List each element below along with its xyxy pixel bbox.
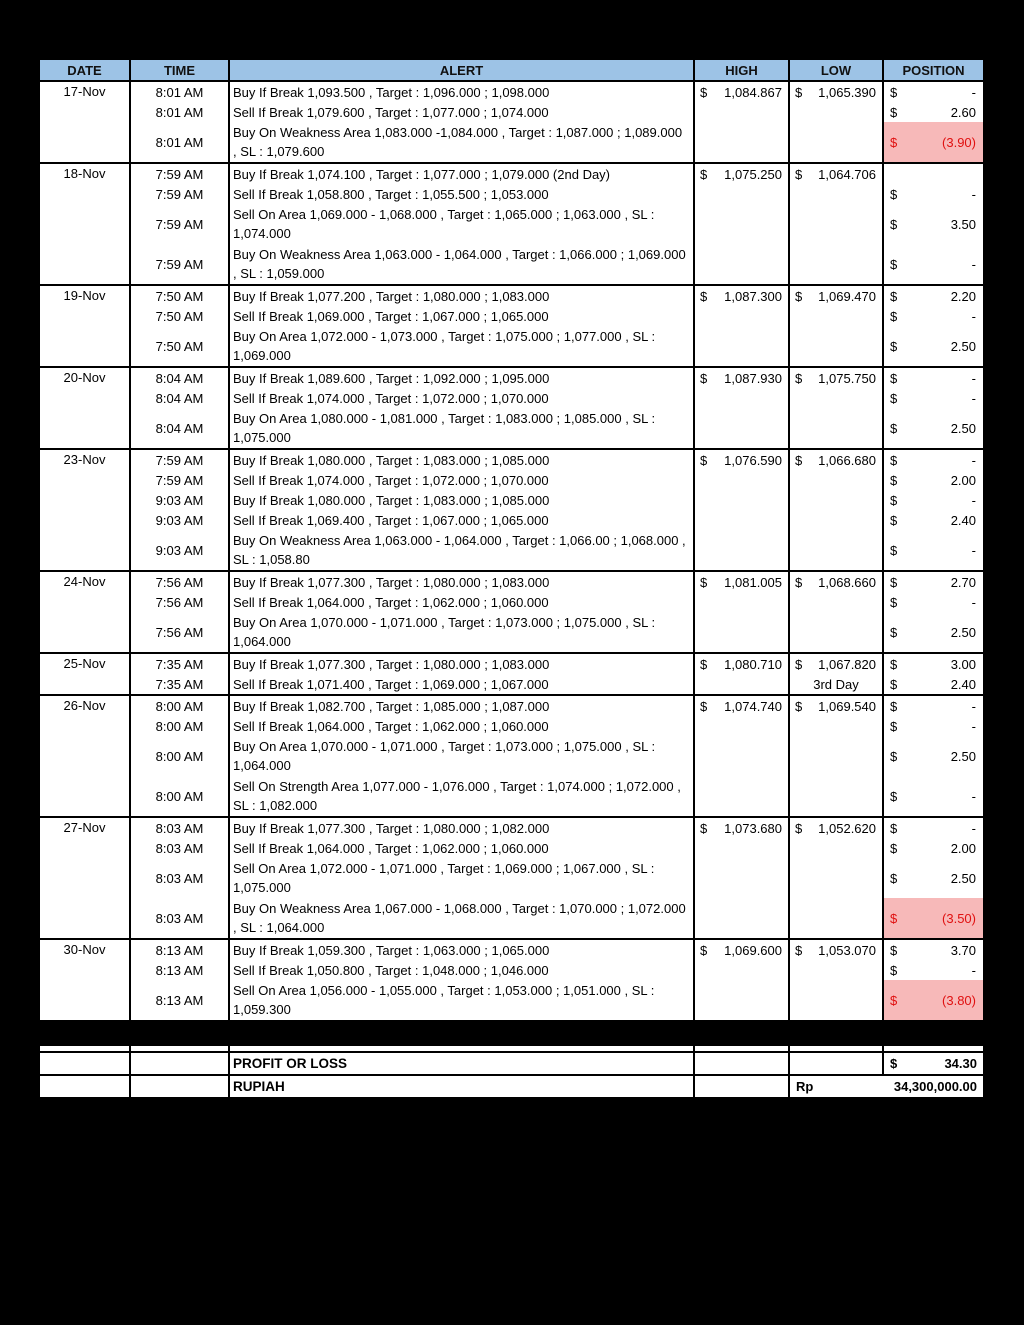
position-value: - bbox=[971, 698, 976, 714]
alert-cell: Sell If Break 1,058.800 , Target : 1,055.500 ; 1,053.000 bbox=[230, 184, 695, 204]
high-value: 1,080.710 bbox=[724, 656, 782, 672]
dollar-symbol: $ bbox=[795, 656, 803, 672]
position-cell bbox=[884, 408, 983, 448]
empty-cell bbox=[695, 1076, 790, 1097]
position-value: 3.00 bbox=[950, 656, 976, 672]
profit-or-loss-label: PROFIT OR LOSS bbox=[233, 1056, 348, 1071]
low-value: 1,065.390 bbox=[818, 84, 876, 100]
position-cell bbox=[884, 940, 983, 960]
time-cell: 7:50 AM bbox=[131, 286, 230, 306]
dollar-symbol: $ bbox=[890, 134, 898, 150]
date-group bbox=[40, 572, 983, 654]
low-cell bbox=[790, 696, 884, 816]
dollar-symbol: $ bbox=[890, 718, 898, 734]
position-cell bbox=[884, 470, 983, 490]
low-cell bbox=[790, 82, 884, 162]
spacer-cell bbox=[790, 1046, 884, 1051]
dollar-symbol: $ bbox=[700, 820, 708, 836]
low-value: 1,067.820 bbox=[818, 656, 876, 672]
dollar-symbol: $ bbox=[890, 542, 898, 558]
spacer-cell bbox=[40, 1046, 131, 1051]
alert-cell: Buy On Area 1,070.000 - 1,071.000 , Target : 1,073.000 ; 1,075.000 , SL : 1,064.000 bbox=[230, 736, 695, 776]
alert-cell: Sell If Break 1,079.600 , Target : 1,077.000 ; 1,074.000 bbox=[230, 102, 695, 122]
time-cell: 8:03 AM bbox=[131, 858, 230, 898]
low-value: 1,075.750 bbox=[818, 370, 876, 386]
position-cell bbox=[884, 674, 983, 694]
alert-cell: Buy If Break 1,077.300 , Target : 1,080.000 ; 1,083.000 bbox=[230, 654, 695, 674]
alert-cell: Buy On Weakness Area 1,063.000 - 1,064.000 , Target : 1,066.000 ; 1,069.000 , SL : 1,059.000 bbox=[230, 244, 695, 284]
alert-cell: Buy If Break 1,077.300 , Target : 1,080.000 ; 1,082.000 bbox=[230, 818, 695, 838]
low-note: 3rd Day bbox=[813, 676, 859, 692]
low-value: 1,066.680 bbox=[818, 452, 876, 468]
position-cell bbox=[884, 654, 983, 674]
low-value: 1,053.070 bbox=[818, 942, 876, 958]
date-group bbox=[40, 82, 983, 164]
alert-cell: Sell On Area 1,056.000 - 1,055.000 , Target : 1,053.000 ; 1,051.000 , SL : 1,059.300 bbox=[230, 980, 695, 1020]
dollar-symbol: $ bbox=[890, 512, 898, 528]
high-value: 1,087.300 bbox=[724, 288, 782, 304]
low-cell bbox=[790, 368, 884, 448]
position-value: 2.00 bbox=[950, 840, 976, 856]
dollar-symbol: $ bbox=[890, 942, 898, 958]
dollar-symbol: $ bbox=[890, 962, 898, 978]
dollar-symbol: $ bbox=[890, 870, 898, 886]
low-cell bbox=[790, 286, 884, 366]
position-value: 2.40 bbox=[950, 676, 976, 692]
time-cell: 7:50 AM bbox=[131, 326, 230, 366]
low-cell bbox=[790, 572, 884, 652]
position-cell bbox=[884, 490, 983, 510]
rupiah-value-cell bbox=[790, 1076, 983, 1097]
dollar-symbol: $ bbox=[890, 698, 898, 714]
alert-cell: Buy If Break 1,089.600 , Target : 1,092.000 ; 1,095.000 bbox=[230, 368, 695, 388]
position-value: - bbox=[971, 308, 976, 324]
alert-cell: Buy If Break 1,074.100 , Target : 1,077.000 ; 1,079.000 (2nd Day) bbox=[230, 164, 695, 184]
spacer-cell bbox=[131, 1046, 230, 1051]
low-value: 1,068.660 bbox=[818, 574, 876, 590]
position-value: 2.20 bbox=[950, 288, 976, 304]
position-cell bbox=[884, 510, 983, 530]
header-low: LOW bbox=[790, 60, 884, 80]
position-cell bbox=[884, 736, 983, 776]
position-cell bbox=[884, 286, 983, 306]
profit-or-loss-label-cell bbox=[230, 1053, 695, 1074]
position-value: - bbox=[971, 492, 976, 508]
dollar-symbol: $ bbox=[890, 186, 898, 202]
position-cell bbox=[884, 388, 983, 408]
position-cell bbox=[884, 102, 983, 122]
high-value: 1,074.740 bbox=[724, 698, 782, 714]
alert-cell: Sell If Break 1,074.000 , Target : 1,072.000 ; 1,070.000 bbox=[230, 470, 695, 490]
empty-cell bbox=[131, 1076, 230, 1097]
alert-cell: Buy On Weakness Area 1,067.000 - 1,068.000 , Target : 1,070.000 ; 1,072.000 , SL : 1,064.000 bbox=[230, 898, 695, 938]
spreadsheet bbox=[38, 58, 985, 1099]
alert-cell: Sell If Break 1,064.000 , Target : 1,062.000 ; 1,060.000 bbox=[230, 592, 695, 612]
alert-cell: Buy If Break 1,093.500 , Target : 1,096.000 ; 1,098.000 bbox=[230, 82, 695, 102]
alert-cell: Sell If Break 1,074.000 , Target : 1,072.000 ; 1,070.000 bbox=[230, 388, 695, 408]
position-cell bbox=[884, 530, 983, 570]
dollar-symbol: $ bbox=[795, 820, 803, 836]
time-cell: 7:56 AM bbox=[131, 612, 230, 652]
position-value: 2.70 bbox=[950, 574, 976, 590]
dollar-symbol: $ bbox=[890, 1056, 898, 1071]
low-cell bbox=[790, 818, 884, 938]
dollar-symbol: $ bbox=[890, 104, 898, 120]
position-value: - bbox=[971, 256, 976, 272]
dollar-symbol: $ bbox=[795, 288, 803, 304]
position-value: - bbox=[971, 390, 976, 406]
empty-cell bbox=[790, 1053, 884, 1074]
dollar-symbol: $ bbox=[700, 166, 708, 182]
dollar-symbol: $ bbox=[890, 910, 898, 926]
alert-cell: Buy If Break 1,077.200 , Target : 1,080.000 ; 1,083.000 bbox=[230, 286, 695, 306]
rupiah-row bbox=[40, 1076, 983, 1097]
dollar-symbol: $ bbox=[890, 420, 898, 436]
low-cell bbox=[790, 450, 884, 570]
position-cell bbox=[884, 82, 983, 102]
alert-cell: Sell If Break 1,069.000 , Target : 1,067.000 ; 1,065.000 bbox=[230, 306, 695, 326]
position-value: 2.50 bbox=[950, 420, 976, 436]
position-value: - bbox=[971, 718, 976, 734]
profit-or-loss-value: 34.30 bbox=[944, 1056, 977, 1071]
time-cell: 8:13 AM bbox=[131, 960, 230, 980]
position-value: - bbox=[971, 820, 976, 836]
low-cell bbox=[790, 654, 884, 694]
header-date: DATE bbox=[40, 60, 131, 80]
date-cell: 25-Nov bbox=[40, 654, 131, 694]
empty-cell bbox=[40, 1076, 131, 1097]
dollar-symbol: $ bbox=[890, 288, 898, 304]
position-cell bbox=[884, 306, 983, 326]
alert-cell: Buy If Break 1,059.300 , Target : 1,063.000 ; 1,065.000 bbox=[230, 940, 695, 960]
high-cell bbox=[695, 164, 790, 284]
time-cell: 7:59 AM bbox=[131, 244, 230, 284]
dollar-symbol: $ bbox=[795, 942, 803, 958]
rupiah-symbol: Rp bbox=[796, 1079, 814, 1094]
high-cell bbox=[695, 82, 790, 162]
position-cell bbox=[884, 838, 983, 858]
low-cell bbox=[790, 164, 884, 284]
position-value: 3.70 bbox=[950, 942, 976, 958]
position-value: 2.50 bbox=[950, 748, 976, 764]
spacer-cell bbox=[230, 1046, 695, 1051]
alert-cell: Buy If Break 1,077.300 , Target : 1,080.000 ; 1,083.000 bbox=[230, 572, 695, 592]
position-cell bbox=[884, 612, 983, 652]
position-cell bbox=[884, 898, 983, 938]
time-cell: 7:59 AM bbox=[131, 470, 230, 490]
position-value: 2.50 bbox=[950, 870, 976, 886]
time-cell: 7:59 AM bbox=[131, 204, 230, 244]
totals-table bbox=[38, 1044, 985, 1099]
alert-cell: Sell If Break 1,064.000 , Target : 1,062.000 ; 1,060.000 bbox=[230, 838, 695, 858]
time-cell: 8:00 AM bbox=[131, 696, 230, 716]
dollar-symbol: $ bbox=[890, 308, 898, 324]
date-cell: 27-Nov bbox=[40, 818, 131, 938]
alert-cell: Sell If Break 1,064.000 , Target : 1,062.000 ; 1,060.000 bbox=[230, 716, 695, 736]
date-cell: 19-Nov bbox=[40, 286, 131, 366]
dollar-symbol: $ bbox=[890, 840, 898, 856]
position-cell bbox=[884, 716, 983, 736]
dollar-symbol: $ bbox=[890, 676, 898, 692]
high-cell bbox=[695, 572, 790, 652]
high-value: 1,069.600 bbox=[724, 942, 782, 958]
date-group bbox=[40, 286, 983, 368]
position-cell bbox=[884, 818, 983, 838]
dollar-symbol: $ bbox=[795, 698, 803, 714]
header-high: HIGH bbox=[695, 60, 790, 80]
high-value: 1,075.250 bbox=[724, 166, 782, 182]
date-group bbox=[40, 164, 983, 286]
dollar-symbol: $ bbox=[890, 256, 898, 272]
position-cell bbox=[884, 696, 983, 716]
time-cell: 8:00 AM bbox=[131, 716, 230, 736]
time-cell: 8:13 AM bbox=[131, 980, 230, 1020]
dollar-symbol: $ bbox=[890, 492, 898, 508]
position-value: - bbox=[971, 542, 976, 558]
alert-cell: Sell On Area 1,069.000 - 1,068.000 , Target : 1,065.000 ; 1,063.000 , SL : 1,074.000 bbox=[230, 204, 695, 244]
position-value: - bbox=[971, 186, 976, 202]
position-value: 2.50 bbox=[950, 624, 976, 640]
time-cell: 8:03 AM bbox=[131, 898, 230, 938]
time-cell: 8:04 AM bbox=[131, 368, 230, 388]
position-cell bbox=[884, 244, 983, 284]
dollar-symbol: $ bbox=[700, 574, 708, 590]
dollar-symbol: $ bbox=[700, 288, 708, 304]
high-value: 1,081.005 bbox=[724, 574, 782, 590]
alert-cell: Buy If Break 1,082.700 , Target : 1,085.000 ; 1,087.000 bbox=[230, 696, 695, 716]
dollar-symbol: $ bbox=[700, 656, 708, 672]
dollar-symbol: $ bbox=[890, 788, 898, 804]
date-group bbox=[40, 696, 983, 818]
high-cell bbox=[695, 368, 790, 448]
position-cell bbox=[884, 368, 983, 388]
alert-cell: Buy On Weakness Area 1,063.000 - 1,064.000 , Target : 1,066.00 ; 1,068.000 , SL : 1,058.80 bbox=[230, 530, 695, 570]
high-value: 1,073.680 bbox=[724, 820, 782, 836]
time-cell: 8:03 AM bbox=[131, 818, 230, 838]
dollar-symbol: $ bbox=[890, 452, 898, 468]
low-cell bbox=[790, 940, 884, 1020]
rupiah-label-cell bbox=[230, 1076, 695, 1097]
date-group bbox=[40, 654, 983, 696]
date-group bbox=[40, 450, 983, 572]
dollar-symbol: $ bbox=[700, 84, 708, 100]
position-value: 2.40 bbox=[950, 512, 976, 528]
empty-cell bbox=[695, 1053, 790, 1074]
date-cell: 17-Nov bbox=[40, 82, 131, 162]
position-value: 3.50 bbox=[950, 216, 976, 232]
alert-cell: Buy On Weakness Area 1,083.000 -1,084.000 , Target : 1,087.000 ; 1,089.000 , SL : 1,079.600 bbox=[230, 122, 695, 162]
date-group bbox=[40, 940, 983, 1020]
position-cell bbox=[884, 450, 983, 470]
high-cell bbox=[695, 450, 790, 570]
dollar-symbol: $ bbox=[890, 594, 898, 610]
alerts-table bbox=[38, 58, 985, 1022]
alert-cell: Buy If Break 1,080.000 , Target : 1,083.000 ; 1,085.000 bbox=[230, 450, 695, 470]
header-position: POSITION bbox=[902, 62, 965, 78]
time-cell: 8:03 AM bbox=[131, 838, 230, 858]
position-value: (3.90) bbox=[942, 134, 976, 150]
date-cell: 20-Nov bbox=[40, 368, 131, 448]
low-value: 1,064.706 bbox=[818, 166, 876, 182]
dollar-symbol: $ bbox=[700, 942, 708, 958]
dollar-symbol: $ bbox=[795, 84, 803, 100]
position-cell bbox=[884, 326, 983, 366]
alerts-table-body bbox=[40, 82, 983, 1020]
position-value: (3.50) bbox=[942, 910, 976, 926]
dollar-symbol: $ bbox=[890, 390, 898, 406]
high-cell bbox=[695, 654, 790, 694]
high-cell bbox=[695, 696, 790, 816]
position-cell bbox=[884, 122, 983, 162]
dollar-symbol: $ bbox=[795, 574, 803, 590]
alert-cell: Buy If Break 1,080.000 , Target : 1,083.000 ; 1,085.000 bbox=[230, 490, 695, 510]
position-cell bbox=[884, 204, 983, 244]
date-group bbox=[40, 818, 983, 940]
date-cell: 18-Nov bbox=[40, 164, 131, 284]
alert-cell: Sell If Break 1,071.400 , Target : 1,069.000 ; 1,067.000 bbox=[230, 674, 695, 694]
empty-cell bbox=[131, 1053, 230, 1074]
high-value: 1,084.867 bbox=[724, 84, 782, 100]
position-cell bbox=[884, 592, 983, 612]
time-cell: 7:35 AM bbox=[131, 674, 230, 694]
date-cell: 23-Nov bbox=[40, 450, 131, 570]
totals-spacer-row bbox=[40, 1046, 983, 1053]
high-cell bbox=[695, 940, 790, 1020]
dollar-symbol: $ bbox=[795, 452, 803, 468]
spacer-cell bbox=[695, 1046, 790, 1051]
position-value: - bbox=[971, 962, 976, 978]
time-cell: 7:56 AM bbox=[131, 592, 230, 612]
position-cell bbox=[884, 184, 983, 204]
alert-cell: Buy On Area 1,080.000 - 1,081.000 , Target : 1,083.000 ; 1,085.000 , SL : 1,075.000 bbox=[230, 408, 695, 448]
dollar-symbol: $ bbox=[890, 338, 898, 354]
date-cell: 24-Nov bbox=[40, 572, 131, 652]
date-cell: 26-Nov bbox=[40, 696, 131, 816]
dollar-symbol: $ bbox=[890, 84, 898, 100]
position-value: - bbox=[971, 370, 976, 386]
spacer-cell bbox=[884, 1046, 983, 1051]
table-header-row bbox=[40, 60, 983, 82]
position-cell bbox=[884, 858, 983, 898]
high-value: 1,076.590 bbox=[724, 452, 782, 468]
position-value: - bbox=[971, 788, 976, 804]
time-cell: 7:59 AM bbox=[131, 450, 230, 470]
profit-or-loss-row bbox=[40, 1053, 983, 1076]
low-value: 1,052.620 bbox=[818, 820, 876, 836]
position-cell bbox=[884, 960, 983, 980]
time-cell: 7:50 AM bbox=[131, 306, 230, 326]
time-cell: 8:13 AM bbox=[131, 940, 230, 960]
time-cell: 8:01 AM bbox=[131, 82, 230, 102]
profit-or-loss-value-cell bbox=[884, 1053, 983, 1074]
alert-cell: Sell On Area 1,072.000 - 1,071.000 , Target : 1,069.000 ; 1,067.000 , SL : 1,075.000 bbox=[230, 858, 695, 898]
dollar-symbol: $ bbox=[890, 992, 898, 1008]
dollar-symbol: $ bbox=[890, 216, 898, 232]
date-group bbox=[40, 368, 983, 450]
dollar-symbol: $ bbox=[700, 698, 708, 714]
dollar-symbol: $ bbox=[890, 748, 898, 764]
alert-cell: Sell If Break 1,069.400 , Target : 1,067.000 ; 1,065.000 bbox=[230, 510, 695, 530]
alert-cell: Buy On Area 1,070.000 - 1,071.000 , Target : 1,073.000 ; 1,075.000 , SL : 1,064.000 bbox=[230, 612, 695, 652]
dollar-symbol: $ bbox=[890, 574, 898, 590]
alert-cell: Buy On Area 1,072.000 - 1,073.000 , Target : 1,075.000 ; 1,077.000 , SL : 1,069.000 bbox=[230, 326, 695, 366]
time-cell: 8:00 AM bbox=[131, 776, 230, 816]
rupiah-label: RUPIAH bbox=[233, 1079, 285, 1094]
high-value: 1,087.930 bbox=[724, 370, 782, 386]
dollar-symbol: $ bbox=[700, 370, 708, 386]
time-cell: 9:03 AM bbox=[131, 530, 230, 570]
date-cell: 30-Nov bbox=[40, 940, 131, 1020]
time-cell: 8:01 AM bbox=[131, 102, 230, 122]
position-value: - bbox=[971, 452, 976, 468]
header-alert: ALERT bbox=[230, 60, 695, 80]
time-cell: 9:03 AM bbox=[131, 510, 230, 530]
alert-cell: Sell If Break 1,050.800 , Target : 1,048.000 ; 1,046.000 bbox=[230, 960, 695, 980]
time-cell: 7:35 AM bbox=[131, 654, 230, 674]
dollar-symbol: $ bbox=[795, 370, 803, 386]
position-value: - bbox=[971, 594, 976, 610]
empty-cell bbox=[40, 1053, 131, 1074]
alert-cell: Sell On Strength Area 1,077.000 - 1,076.000 , Target : 1,074.000 ; 1,072.000 , SL : 1,082.000 bbox=[230, 776, 695, 816]
position-value: (3.80) bbox=[942, 992, 976, 1008]
position-value: - bbox=[971, 84, 976, 100]
time-cell: 8:04 AM bbox=[131, 408, 230, 448]
position-value: 2.60 bbox=[950, 104, 976, 120]
time-cell: 7:56 AM bbox=[131, 572, 230, 592]
position-cell bbox=[884, 776, 983, 816]
dollar-symbol: $ bbox=[890, 370, 898, 386]
position-value: 2.00 bbox=[950, 472, 976, 488]
position-cell bbox=[884, 572, 983, 592]
rupiah-value: 34,300,000.00 bbox=[893, 1079, 977, 1094]
dollar-symbol: $ bbox=[795, 166, 803, 182]
position-value: 2.50 bbox=[950, 338, 976, 354]
time-cell: 8:01 AM bbox=[131, 122, 230, 162]
high-cell bbox=[695, 286, 790, 366]
high-cell bbox=[695, 818, 790, 938]
dollar-symbol: $ bbox=[700, 452, 708, 468]
time-cell: 7:59 AM bbox=[131, 164, 230, 184]
header-time: TIME bbox=[131, 60, 230, 80]
dollar-symbol: $ bbox=[890, 472, 898, 488]
time-cell: 8:04 AM bbox=[131, 388, 230, 408]
position-cell bbox=[884, 980, 983, 1020]
position-cell bbox=[884, 164, 983, 184]
time-cell: 8:00 AM bbox=[131, 736, 230, 776]
dollar-symbol: $ bbox=[890, 656, 898, 672]
dollar-symbol: $ bbox=[890, 820, 898, 836]
time-cell: 7:59 AM bbox=[131, 184, 230, 204]
dollar-symbol: $ bbox=[890, 624, 898, 640]
time-cell: 9:03 AM bbox=[131, 490, 230, 510]
low-value: 1,069.540 bbox=[818, 698, 876, 714]
low-value: 1,069.470 bbox=[818, 288, 876, 304]
